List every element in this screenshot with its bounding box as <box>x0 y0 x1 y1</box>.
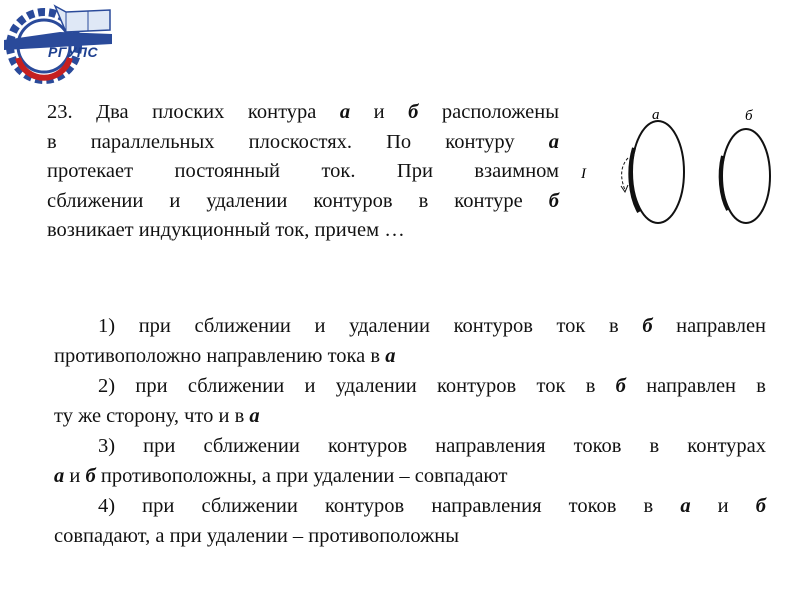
question-line: возникает индукционный ток, причем … <box>47 219 405 241</box>
answer-options <box>54 311 766 551</box>
question-line: протекает постоянный ток. При взаимном <box>47 160 559 182</box>
current-label: I <box>581 166 586 182</box>
circuit-a-label: а <box>652 107 660 123</box>
logo-text: РГУПС <box>48 44 99 60</box>
university-logo <box>0 0 116 90</box>
circuits-figure <box>575 100 785 235</box>
option-line: ту же сторону, что и в а <box>54 405 260 427</box>
option-line: а и б противоположны, а при удалении – совпадают <box>54 465 508 487</box>
option-line: 3) при сближении контуров направления токов в контурах <box>98 435 766 457</box>
current-arrow-icon <box>622 158 628 190</box>
question-line: в параллельных плоскостях. По контуру а <box>47 130 559 153</box>
question-number: 23. <box>47 101 73 123</box>
option-line: 4) при сближении контуров направления токов в а и б <box>98 495 766 517</box>
option-line: 2) при сближении и удалении контуров ток в б направлен в <box>98 375 766 397</box>
question-line: 23. Два плоских контура а и б расположены <box>47 101 559 123</box>
circuit-a <box>632 121 684 223</box>
question-text <box>47 98 559 246</box>
option-line: совпадают, а при удалении – противоположны <box>54 525 460 547</box>
question-line: сближении и удалении контуров в контуре б <box>47 189 559 212</box>
circuit-b-label: б <box>745 108 753 124</box>
option-line: 1) при сближении и удалении контуров ток в б направлен <box>98 315 767 337</box>
option-line: противоположно направлению тока в а <box>54 345 396 367</box>
